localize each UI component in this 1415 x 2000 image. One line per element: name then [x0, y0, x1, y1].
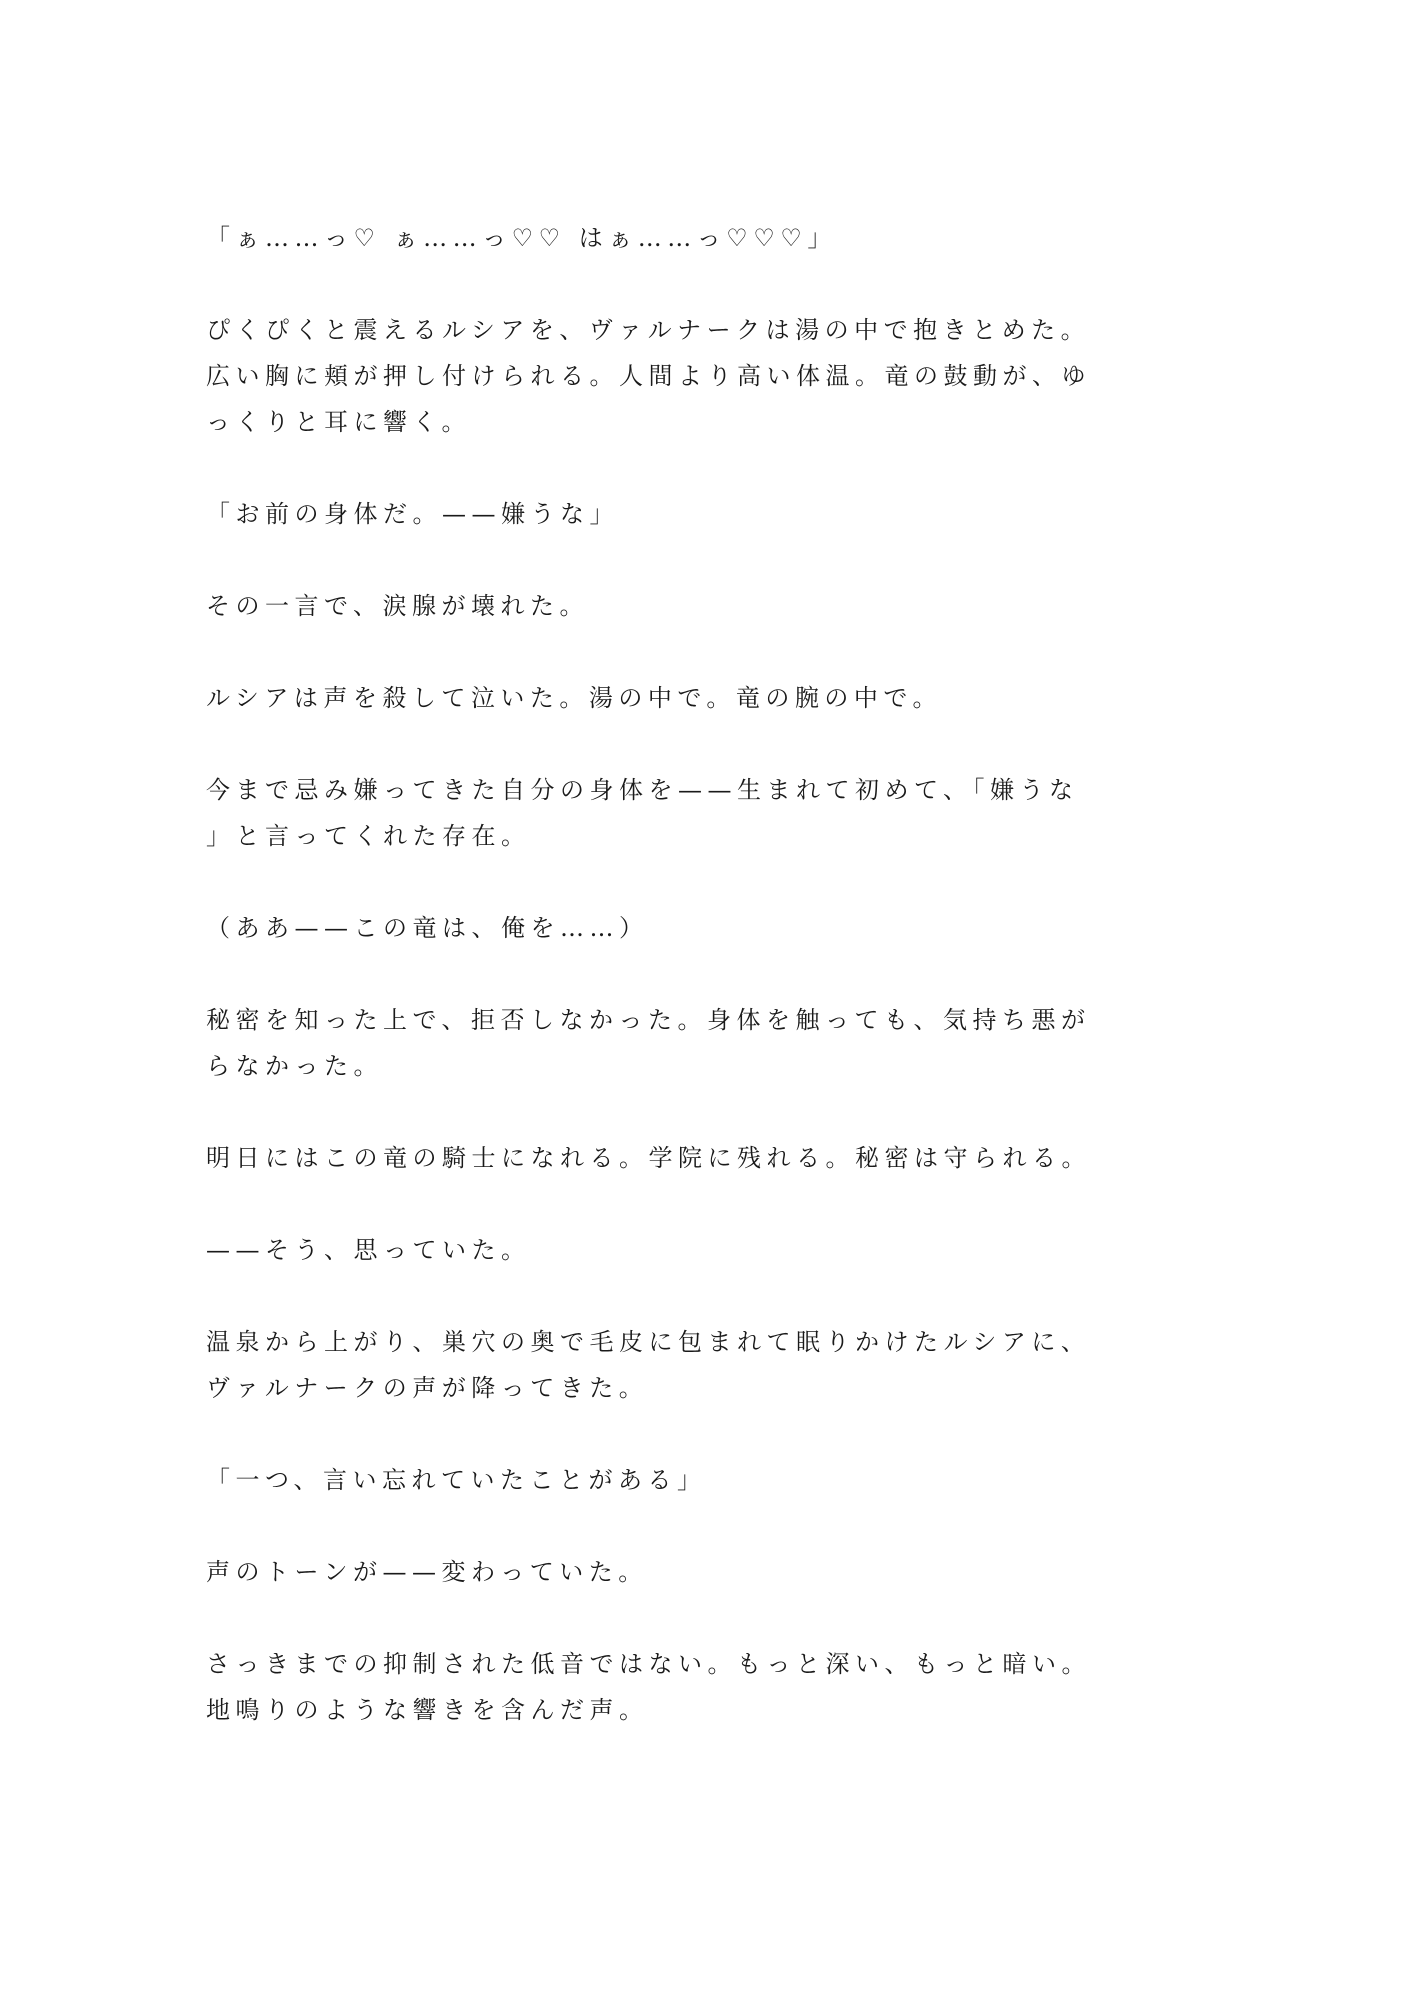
text-line: ルシアは声を殺して泣いた。湯の中で。竜の腕の中で。	[206, 684, 942, 712]
paragraph	[206, 1549, 1206, 1595]
text-line: 温泉から上がり、巣穴の奥で毛皮に包まれて眠りかけたルシアに、	[206, 1328, 1091, 1356]
text-line: ぴくぴくと震えるルシアを、ヴァルナークは湯の中で抱きとめた。	[206, 316, 1091, 344]
paragraph	[206, 1319, 1206, 1411]
text-line: ——そう、思っていた。	[206, 1236, 531, 1264]
text-line: （ああ——この竜は、俺を……）	[206, 914, 649, 942]
paragraph	[206, 675, 1206, 721]
paragraph	[206, 215, 1206, 261]
text-line: 」と言ってくれた存在。	[206, 822, 531, 850]
text-line: らなかった。	[206, 1052, 383, 1080]
text-line: ヴァルナークの声が降ってきた。	[206, 1374, 649, 1402]
text-line: 明日にはこの竜の騎士になれる。学院に残れる。秘密は守られる。	[206, 1144, 1091, 1172]
text-line: 地鳴りのような響きを含んだ声。	[206, 1696, 649, 1724]
text-line: 声のトーンが——変わっていた。	[206, 1558, 648, 1586]
text-line: さっきまでの抑制された低音ではない。もっと深い、もっと暗い。	[206, 1650, 1091, 1678]
text-line: 「お前の身体だ。——嫌うな」	[206, 500, 619, 528]
paragraph	[206, 905, 1206, 951]
text-line: 「一つ、言い忘れていたことがある」	[206, 1466, 707, 1494]
paragraph	[206, 997, 1206, 1089]
text-line: 秘密を知った上で、拒否しなかった。身体を触っても、気持ち悪が	[206, 1006, 1091, 1034]
paragraph	[206, 583, 1206, 629]
text-line: その一言で、涙腺が壊れた。	[206, 592, 590, 620]
paragraph	[206, 767, 1206, 859]
text-line: 「ぁ……っ♡ ぁ……っ♡♡ はぁ……っ♡♡♡」	[206, 224, 837, 252]
paragraph	[206, 1135, 1206, 1181]
paragraph	[206, 1641, 1206, 1733]
paragraph	[206, 307, 1206, 445]
paragraph	[206, 1457, 1206, 1503]
body-text	[206, 215, 1206, 1779]
text-line: 広い胸に頬が押し付けられる。人間より高い体温。竜の鼓動が、ゆ	[206, 362, 1091, 390]
text-line: 今まで忌み嫌ってきた自分の身体を——生まれて初めて、「嫌うな	[206, 776, 1079, 804]
paragraph	[206, 1227, 1206, 1273]
paragraph	[206, 491, 1206, 537]
text-line: っくりと耳に響く。	[206, 408, 472, 436]
